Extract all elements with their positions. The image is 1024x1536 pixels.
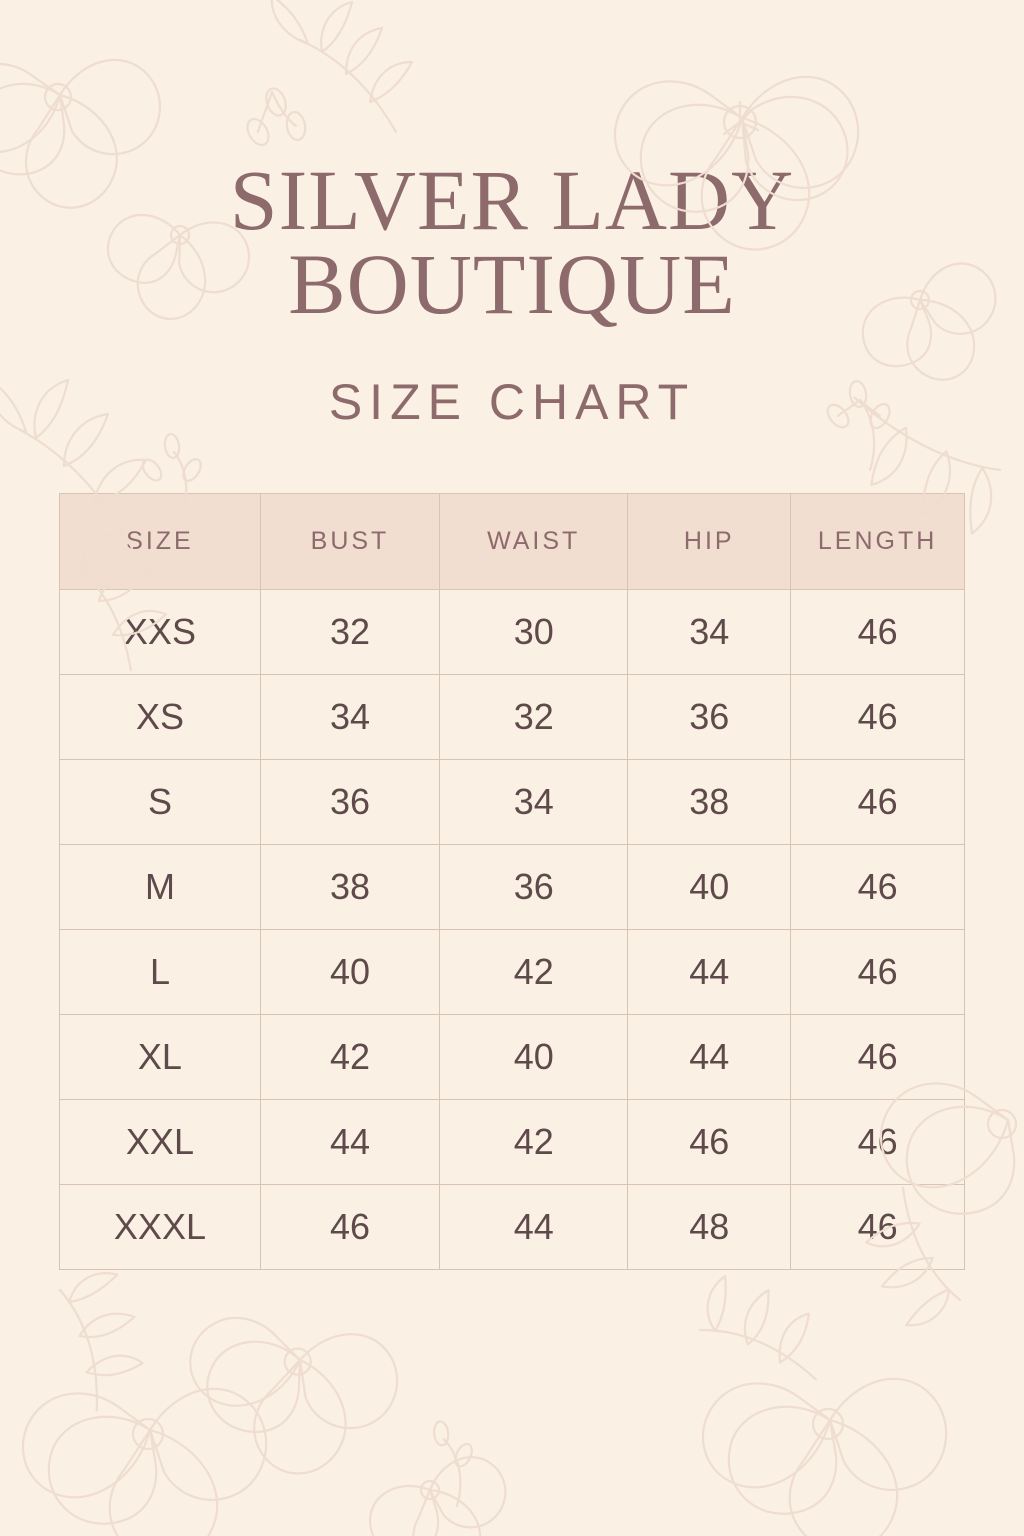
cell-hip: 44 [628,1014,791,1099]
cell-hip: 38 [628,759,791,844]
cell-length: 46 [791,1184,965,1269]
cell-waist: 34 [440,759,628,844]
cell-hip: 40 [628,844,791,929]
cell-size: XS [60,674,261,759]
cell-size: XXS [60,589,261,674]
brand-line-2: BOUTIQUE [288,236,736,333]
cell-length: 46 [791,1099,965,1184]
cell-hip: 46 [628,1099,791,1184]
cell-length: 46 [791,929,965,1014]
cell-waist: 32 [440,674,628,759]
cell-size: L [60,929,261,1014]
table-row [60,929,965,1014]
cell-bust: 32 [260,589,439,674]
cell-waist: 44 [440,1184,628,1269]
page-title [229,152,795,333]
cell-size: S [60,759,261,844]
cell-hip: 48 [628,1184,791,1269]
cell-size: XXXL [60,1184,261,1269]
cell-length: 46 [791,759,965,844]
cell-hip: 36 [628,674,791,759]
cell-size: M [60,844,261,929]
table-row [60,1184,965,1269]
cell-bust: 44 [260,1099,439,1184]
table-body [60,589,965,1269]
cell-size: XL [60,1014,261,1099]
cell-length: 46 [791,674,965,759]
cell-bust: 34 [260,674,439,759]
cell-waist: 36 [440,844,628,929]
cell-hip: 34 [628,589,791,674]
table-row [60,1099,965,1184]
cell-bust: 42 [260,1014,439,1099]
cell-waist: 30 [440,589,628,674]
cell-bust: 38 [260,844,439,929]
cell-length: 46 [791,589,965,674]
column-header-size: SIZE [60,493,261,589]
table-row [60,589,965,674]
table-row [60,844,965,929]
page-subtitle: SIZE CHART [328,373,696,430]
column-header-length: LENGTH [791,493,965,589]
column-header-waist: WAIST [440,493,628,589]
cell-length: 46 [791,1014,965,1099]
cell-bust: 46 [260,1184,439,1269]
table-row [60,674,965,759]
table-header-row [60,493,965,589]
cell-waist: 42 [440,1099,628,1184]
brand-line-1: SILVER LADY [229,152,795,248]
cell-waist: 42 [440,929,628,1014]
cell-length: 46 [791,844,965,929]
column-header-bust: BUST [260,493,439,589]
cell-bust: 40 [260,929,439,1014]
size-chart-table [59,493,965,1270]
cell-bust: 36 [260,759,439,844]
size-chart-table-wrapper [59,493,965,1270]
table-row [60,759,965,844]
table-header [60,493,965,589]
cell-hip: 44 [628,929,791,1014]
cell-waist: 40 [440,1014,628,1099]
cell-size: XXL [60,1099,261,1184]
column-header-hip: HIP [628,493,791,589]
table-row [60,1014,965,1099]
